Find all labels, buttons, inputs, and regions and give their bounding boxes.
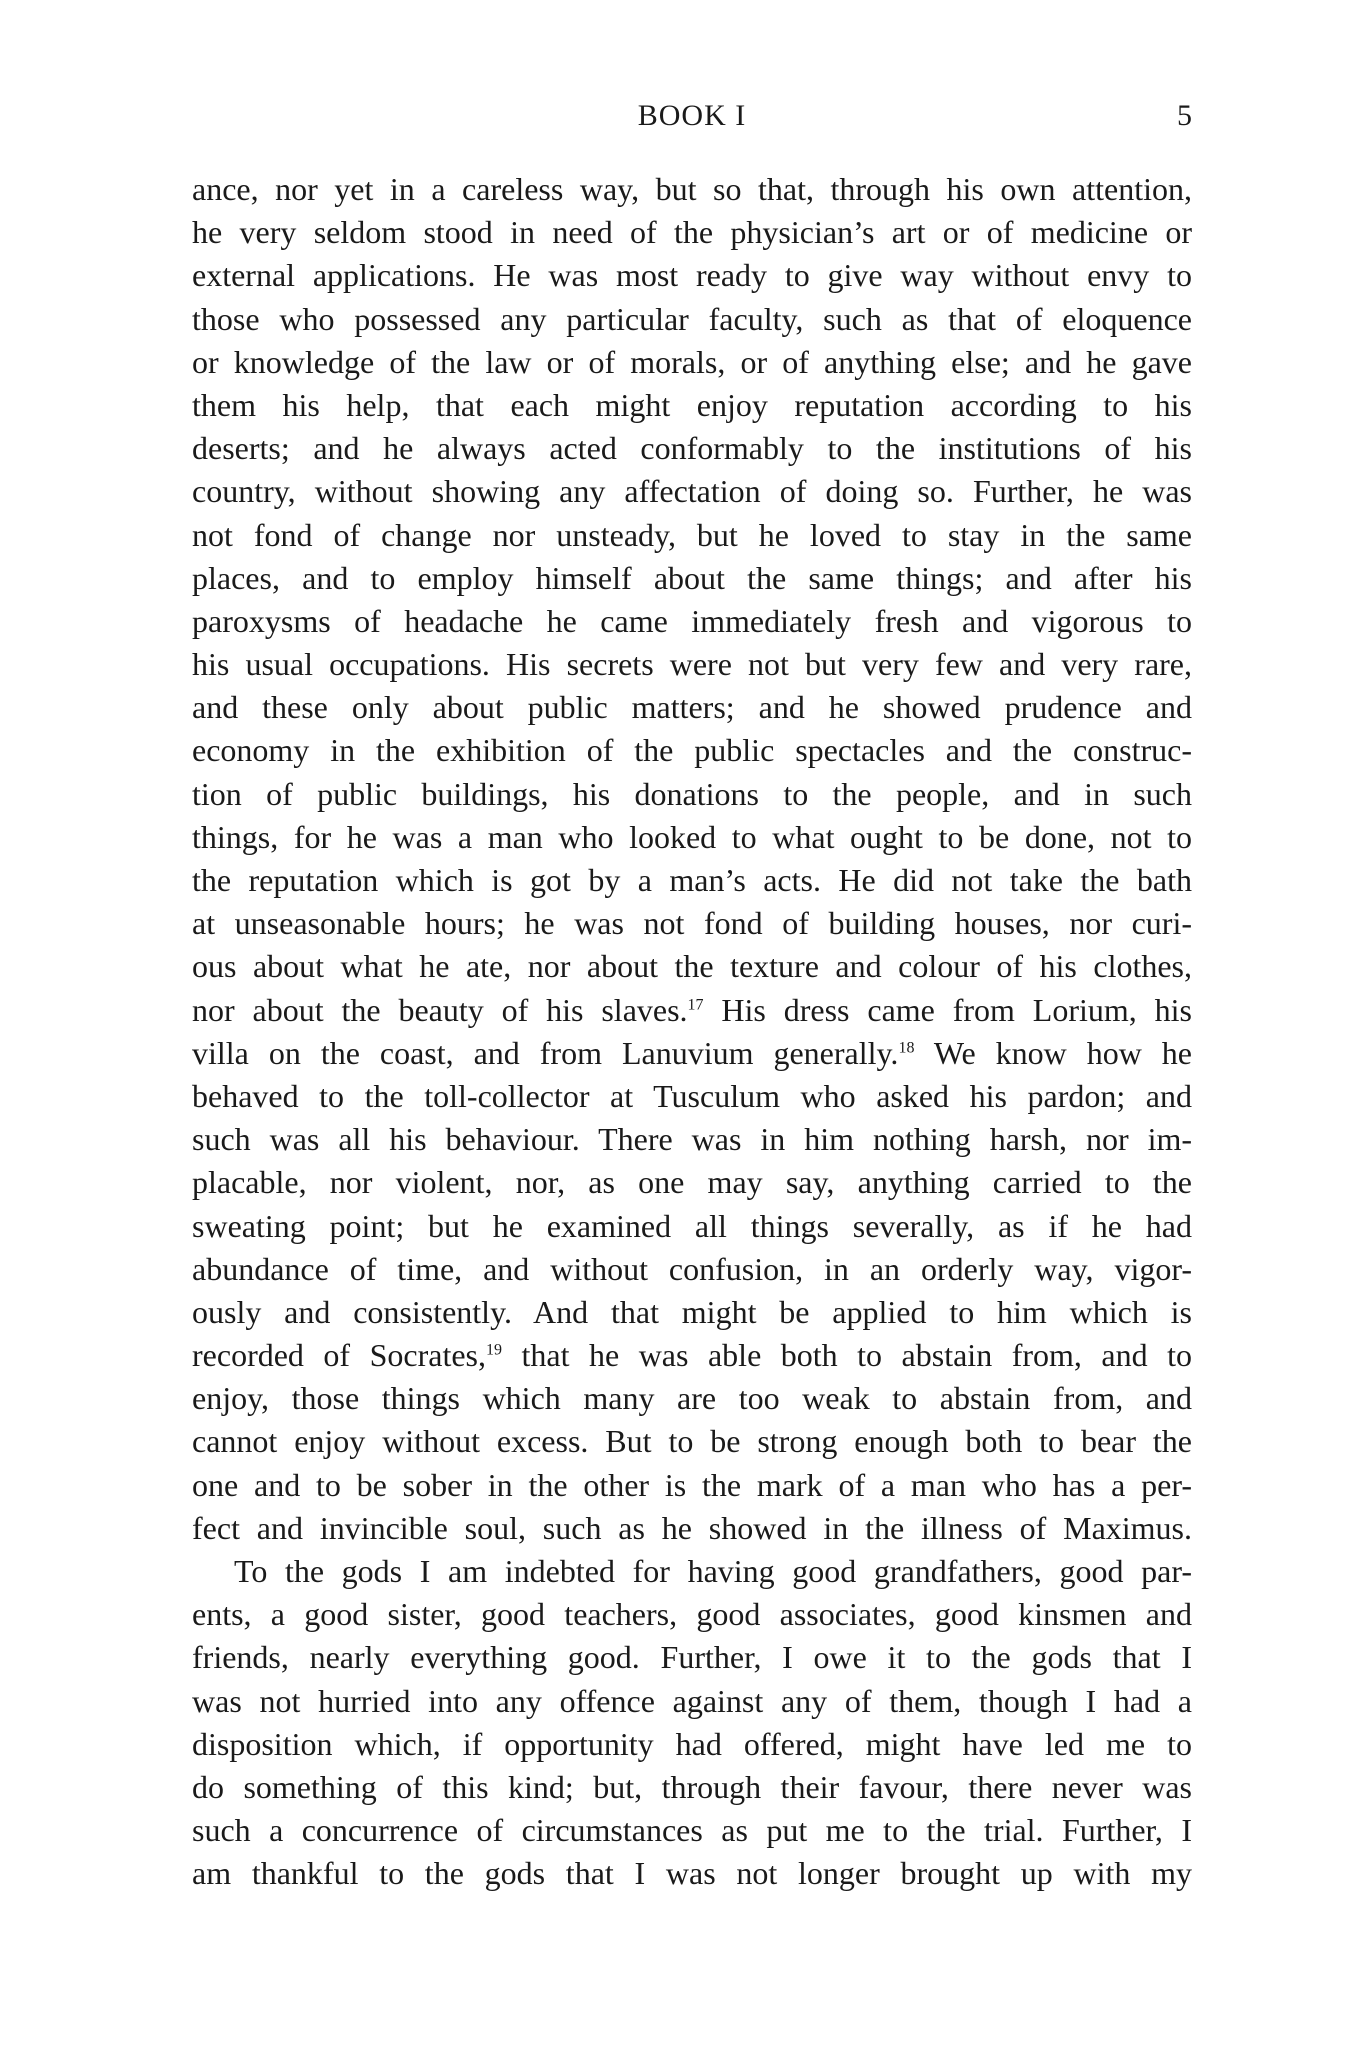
text-line: the reputation which is got by a man’s acts. He did not take the bath [192,862,1192,898]
text-line: ous about what he ate, nor about the texture and colour of his clothes, [192,948,1192,985]
footnote-marker: 19 [486,1341,502,1359]
line-text: His dress came from Lorium, his [703,991,1192,1028]
text-line: abundance of time, and without confusion, in an orderly way, vigor- [192,1250,1192,1287]
text-line: tion of public buildings, his donations to the people, and in such [192,775,1192,812]
text-line: deserts; and he always acted conformably to the institutions of his [192,430,1192,467]
text-line: such a concurrence of circumstances as put me to the trial. Further, I [192,1812,1192,1849]
text-line: those who possessed any particular faculty, such as that of eloquence [192,300,1192,337]
line-text: that he was able both to abstain from, and to [502,1337,1193,1374]
text-line: external applications. He was most ready to give way without envy to [192,257,1192,294]
text-line: or knowledge of the law or of morals, or of anything else; and he gave [192,343,1192,380]
text-line: was not hurried into any offence against any of them, though I had a [192,1682,1192,1719]
text-line: enjoy, those things which many are too weak to abstain from, and [192,1380,1192,1417]
page-number: 5 [1177,99,1192,132]
text-line: ance, nor yet in a careless way, but so that, through his own attention, [192,171,1192,207]
text-line-paragraph-start: To the gods I am indebted for having good grandfathers, good par- [234,1553,1192,1589]
text-line: do something of this kind; but, through their favour, there never was [192,1768,1192,1805]
text-line: such was all his behaviour. There was in him nothing harsh, nor im- [192,1121,1192,1158]
line-text: nor about the beauty of his slaves. [192,991,688,1028]
text-line: things, for he was a man who looked to what ought to be done, not to [192,818,1192,855]
text-line: places, and to employ himself about the same things; and after his [192,559,1192,596]
text-line: ously and consistently. And that might be applied to him which is [192,1293,1192,1330]
running-title: BOOK I [637,99,747,132]
text-line-with-footnote [192,1334,1192,1377]
text-line: ents, a good sister, good teachers, good associates, good kinsmen and [192,1596,1192,1633]
text-line: one and to be sober in the other is the mark of a man who has a per- [192,1466,1192,1503]
line-text: We know how he [914,1034,1193,1071]
text-line: country, without showing any affectation of doing so. Further, he was [192,473,1192,510]
footnote-marker: 18 [898,1039,915,1057]
text-line: disposition which, if opportunity had offered, might have led me to [192,1725,1192,1762]
text-line: at unseasonable hours; he was not fond of building houses, nor curi- [192,905,1192,942]
text-line: am thankful to the gods that I was not longer brought up with my [192,1855,1192,1892]
text-line: them his help, that each might enjoy reputation according to his [192,386,1192,423]
text-line: cannot enjoy without excess. But to be strong enough both to bear the [192,1423,1192,1460]
text-line: his usual occupations. His secrets were not but very few and very rare, [192,646,1192,683]
text-line: he very seldom stood in need of the physician’s art or of medicine or [192,214,1192,251]
line-text: villa on the coast, and from Lanuvium generally. [192,1034,899,1071]
line-text: recorded of Socrates, [192,1337,486,1374]
text-line: behaved to the toll-collector at Tusculum who asked his pardon; and [192,1077,1192,1114]
text-line: and these only about public matters; and he showed prudence and [192,689,1192,726]
text-line: paroxysms of headache he came immediately fresh and vigorous to [192,602,1192,639]
text-line: not fond of change nor unsteady, but he loved to stay in the same [192,516,1192,553]
text-line: friends, nearly everything good. Further, I owe it to the gods that I [192,1639,1192,1676]
footnote-marker: 17 [687,995,704,1013]
text-line: economy in the exhibition of the public spectacles and the construc- [192,732,1192,769]
text-line: sweating point; but he examined all things severally, as if he had [192,1207,1192,1244]
text-line-with-footnote [192,989,1192,1032]
body-text [192,168,1192,1896]
text-line: placable, nor violent, nor, as one may say, anything carried to the [192,1164,1192,1201]
text-line: fect and invincible soul, such as he showed in the illness of Maximus. [192,1509,1192,1546]
running-head [192,96,1192,136]
text-line-with-footnote [192,1032,1192,1075]
